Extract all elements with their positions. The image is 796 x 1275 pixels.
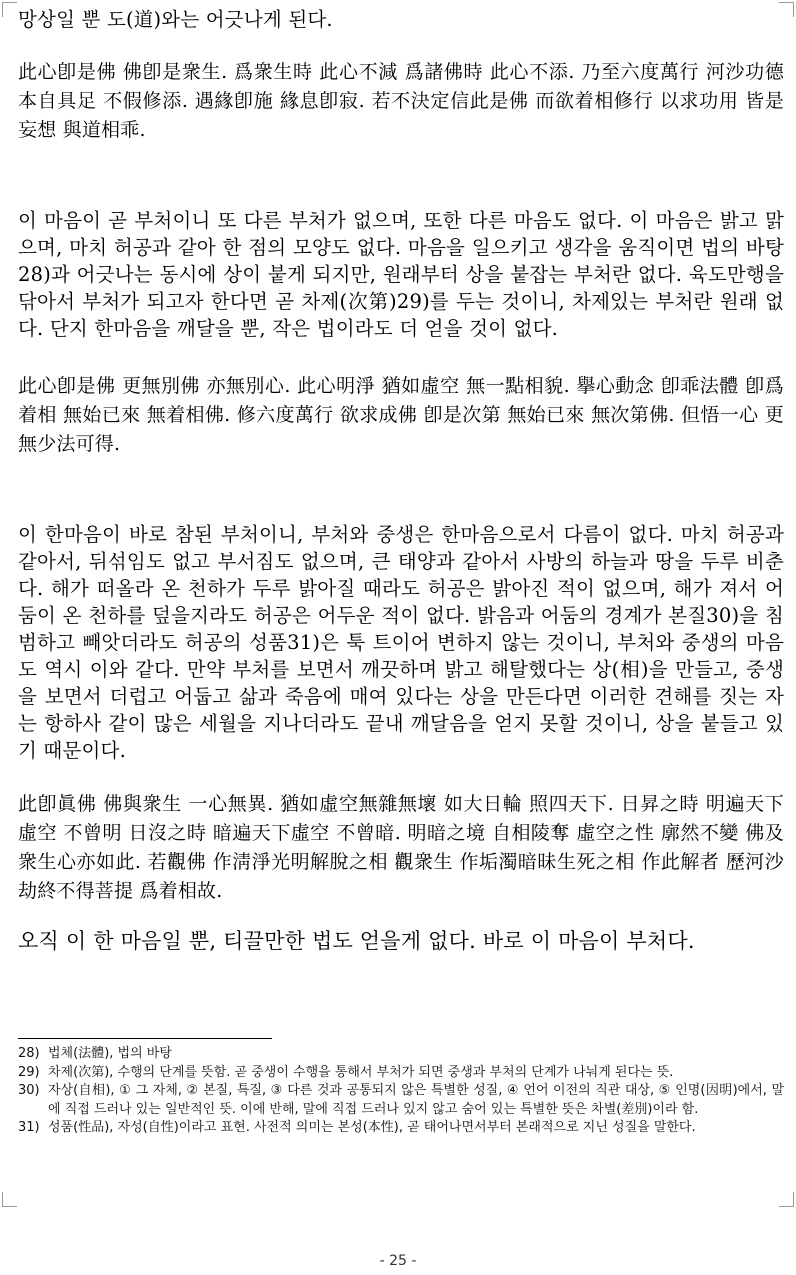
crop-mark-bottom-right [779, 1192, 794, 1207]
crop-mark-top-left [2, 2, 17, 17]
footnote-text: 차제(次第), 수행의 단계를 뜻함. 곧 중생이 수행을 통해서 부처가 되면 중생과 부처의 단계가 나눠게 된다는 뜻. [48, 1064, 674, 1080]
footnote [18, 1045, 784, 1064]
paragraph-hanja: 此心卽是佛 更無別佛 亦無別心. 此心明淨 猶如虛空 無一點相貌. 擧心動念 卽乖法體 卽爲着相 無始已來 無着相佛. 修六度萬行 欲求成佛 卽是次第 無始已來 無次第佛. 但悟一心 更無少法可得. [18, 375, 784, 455]
crop-mark-bottom-left [2, 1192, 17, 1207]
footnote-separator [18, 1038, 272, 1039]
footnote [18, 1082, 784, 1119]
paragraph-summary: 오직 이 한 마음일 뿐, 티끌만한 법도 얻을게 없다. 바로 이 마음이 부처다. [18, 929, 695, 953]
paragraph-hanja: 此心卽是佛 佛卽是衆生. 爲衆生時 此心不減 爲諸佛時 此心不添. 乃至六度萬行 河沙功德 本自具足 不假修添. 遇緣卽施 緣息卽寂. 若不決定信此是佛 而欲着相修行 以求功用 皆是妄想 與道相乖. [18, 61, 784, 141]
footnote-text: 자상(自相), ① 그 자체, ② 본질, 특질, ③ 다른 것과 공통되지 않은 특별한 성질, ④ 언어 이전의 직관 대상, ⑤ 인명(因明)에서, 말에 직접 드러나 있는 일반적인 뜻. 이에 반해, 말에 직접 드러나 있지 않고 숨어 있는 특별한 뜻은 차별(差別)이라 함. [48, 1083, 784, 1117]
footnote-number: 30) [18, 1083, 40, 1098]
footnote [18, 1064, 784, 1083]
paragraph-korean: 이 한마음이 바로 참된 부처이니, 부처와 중생은 한마음으로서 다름이 없다. 마치 허공과 같아서, 뒤섞임도 없고 부서짐도 없으며, 큰 태양과 같아서 사방의 하늘과 땅을 두루 비춘다. 해가 떠올라 온 천하가 두루 밝아질 때라도 허공은 밝아진 적이 없으며, 해가 져서 어둠이 온 천하를 덮을지라도 허공은 어두운 적이 없다. 밝음과 어둠의 경계가 본질30)을 침범하고 빼앗더라도 허공의 성품31)은 툭 트이어 변하지 않는 것이니, 부처와 중생의 마음도 역시 이와 같다. 만약 부처를 보면서 깨끗하며 밝고 해탈했다는 상(相)을 만들고, 중생을 보면서 더럽고 어둡고 삶과 죽음에 매여 있다는 상을 만든다면 이러한 견해를 짓는 자는 항하사 같이 많은 세월을 지나더라도 끝내 깨달음을 얻지 못할 것이니, 상을 붙들고 있기 때문이다. [18, 523, 784, 762]
paragraph-hanja: 此卽眞佛 佛與衆生 一心無異. 猶如虛空無雜無壞 如大日輪 照四天下. 日昇之時 明遍天下 虛空 不曾明 日沒之時 暗遍天下虛空 不曾暗. 明暗之境 自相陵奪 虛空之性 廓然不變 佛及衆生心亦如此. 若觀佛 作淸淨光明解脫之相 觀衆生 作垢濁暗昧生死之相 作此解者 歷河沙劫終不得菩提 爲着相故. [18, 793, 784, 902]
paragraph-korean: 이 마음이 곧 부처이니 또 다른 부처가 없으며, 또한 다른 마음도 없다. 이 마음은 밝고 맑으며, 마치 허공과 같아 한 점의 모양도 없다. 마음을 일으키고 생각을 움직이면 법의 바탕28)과 어긋나는 동시에 상이 붙게 되지만, 원래부터 상을 붙잡는 부처란 없다. 육도만행을 닦아서 부처가 되고자 한다면 곧 차제(次第)29)를 두는 것이니, 차제있는 부처란 원래 없다. 단지 한마음을 깨달을 뿐, 작은 법이라도 더 얻을 것이 없다. [18, 209, 784, 340]
footnotes [18, 1045, 784, 1138]
paragraph-korean: 망상일 뿐 도(道)와는 어긋나게 된다. [18, 8, 333, 31]
page-body [18, 6, 784, 955]
page-number: - 25 - [379, 1253, 417, 1269]
footnote-number: 31) [18, 1120, 40, 1135]
footnote-number: 28) [18, 1046, 40, 1061]
footnote [18, 1119, 784, 1138]
footnote-text: 성품(性品), 자성(自性)이라고 표현. 사전적 의미는 본성(本性), 곧 태어나면서부터 본래적으로 지닌 성질을 말한다. [48, 1120, 696, 1135]
footnote-number: 29) [18, 1064, 40, 1080]
footnote-text: 법체(法體), 법의 바탕 [48, 1046, 172, 1061]
